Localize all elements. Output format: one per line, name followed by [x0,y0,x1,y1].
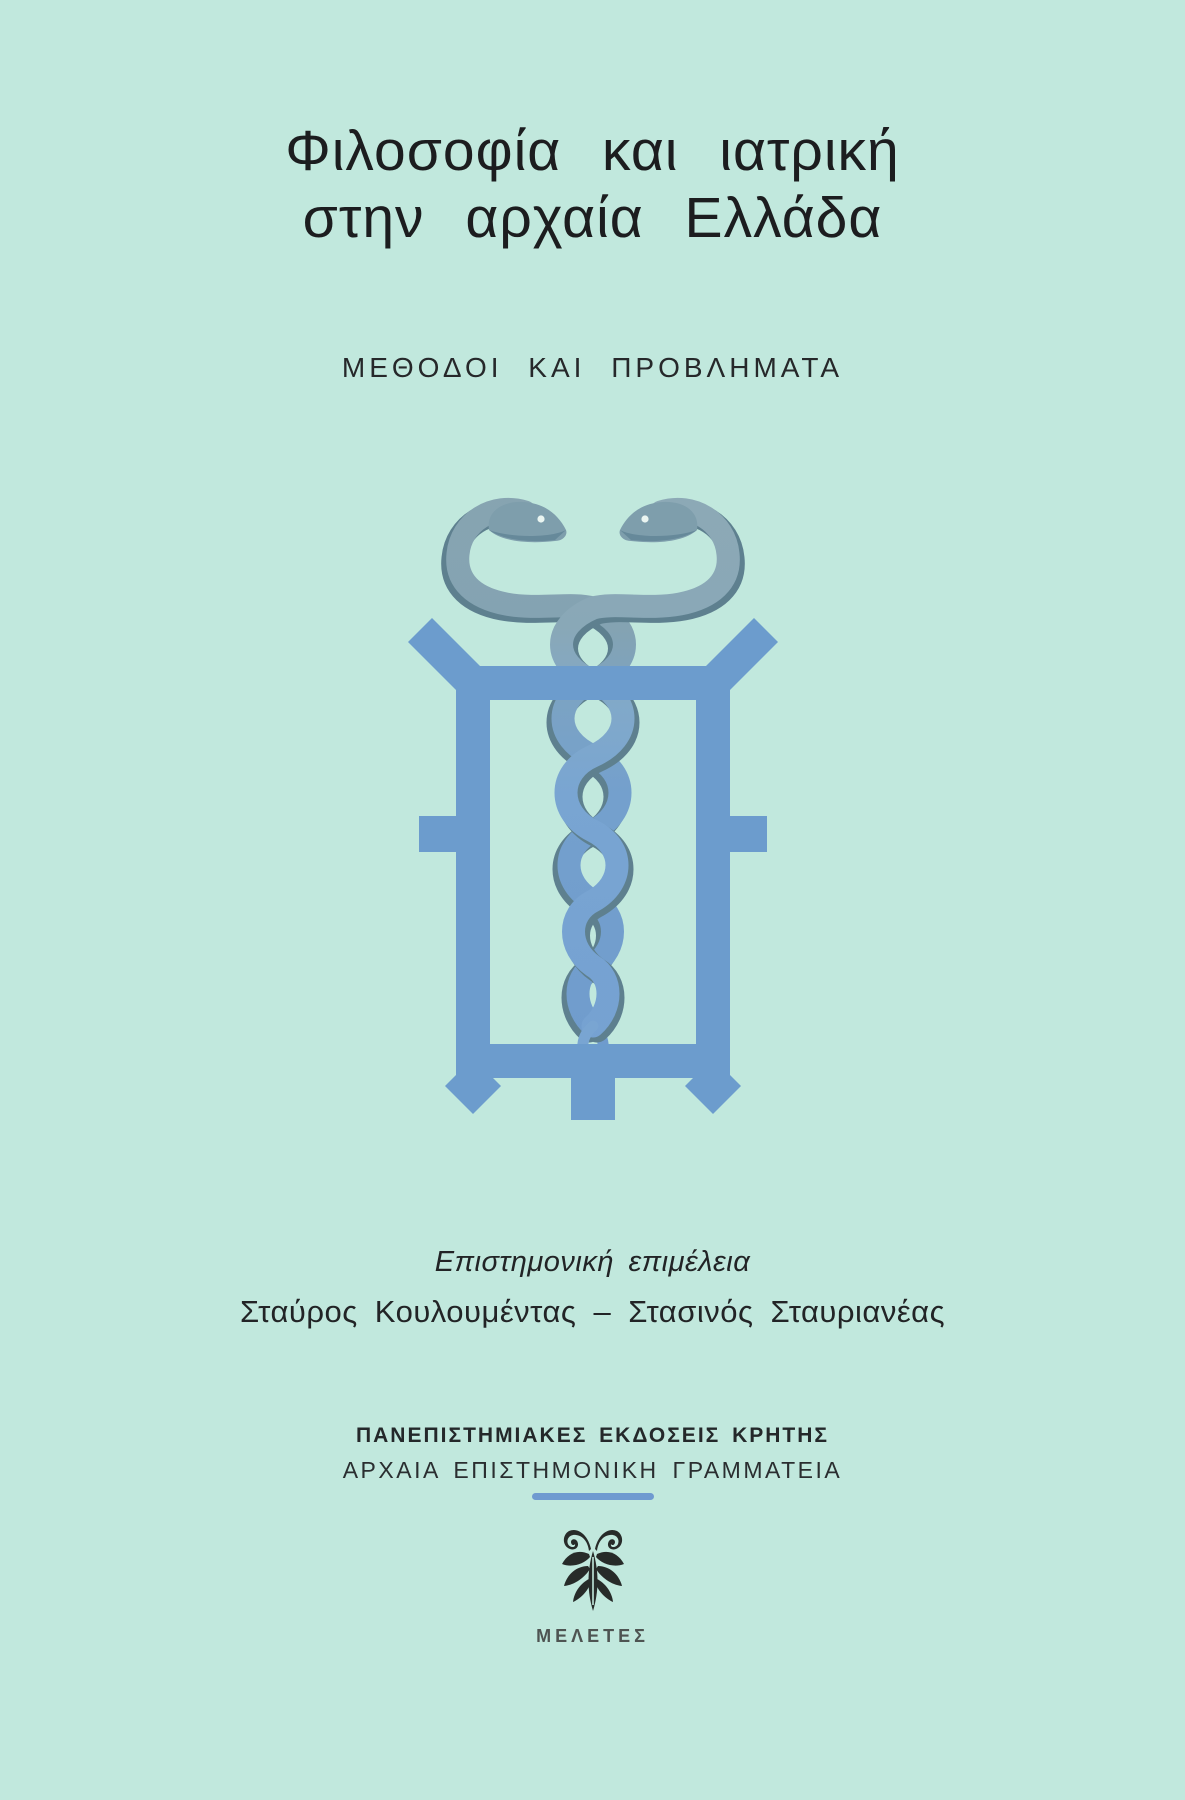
series-name: ΑΡΧΑΙΑ ΕΠΙΣΤΗΜΟΝΙΚΗ ΓΡΑΜΜΑΤΕΙΑ [342,1457,843,1483]
serpent-heads [488,502,697,542]
divider-rule [532,1493,654,1500]
book-title [0,118,1185,252]
collection-name: ΜΕΛΕΤΕΣ [536,1626,649,1646]
editors-names: Σταύρος Κουλουμέντας – Στασινός Σταυριανέας [239,1294,946,1329]
double-serpent-emblem-icon [391,486,795,1130]
book-title-line1: Φιλοσοφία και ιατρική [285,119,900,183]
palmette-logo-icon [560,1521,626,1613]
book-title-line2: στην αρχαία Ελλάδα [302,186,883,250]
publisher-name: ΠΑΝΕΠΙΣΤΗΜΙΑΚΕΣ ΕΚΔΟΣΕΙΣ ΚΡΗΤΗΣ [355,1424,830,1447]
editing-label: Επιστημονική επιμέλεια [434,1246,751,1278]
book-subtitle: ΜΕΘΟΔΟΙ ΚΑΙ ΠΡΟΒΛΗΜΑΤΑ [341,352,844,383]
emblem-frame [408,618,778,1120]
